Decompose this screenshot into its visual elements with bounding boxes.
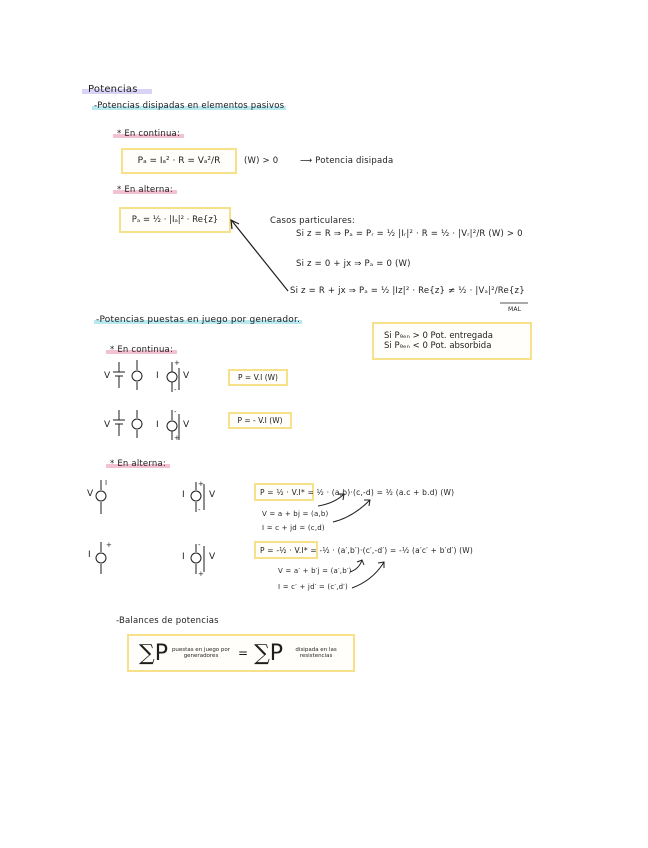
unit-note: (W) > 0 [244, 156, 279, 166]
plus-dc1: + [174, 359, 180, 367]
ac-formula-positive: P = ½ · V.I* = ½ · (a,b)·(c,-d) = ½ (a.c + b.d) (W) [260, 488, 455, 497]
plus-ac1: + [198, 480, 204, 488]
label-v2-ac2: V [209, 552, 216, 562]
case-impedance: Si z = R + jx ⇒ Pₐ = ½ |Iz|² · Re{z} ≠ ½ · |Vₐ|²/Re{z} [290, 286, 525, 296]
label-i-dc2: I [156, 420, 159, 430]
sigma-right: ∑ [254, 640, 270, 666]
label-v-ac1: V [87, 489, 94, 499]
page-title: Potencias [82, 84, 152, 95]
plus-ac2: + [198, 570, 204, 578]
ac-voltage-phasor-2: V = a′ + b′j = (a′,b′) [278, 567, 352, 575]
label-v2-ac1: V [209, 490, 216, 500]
balance-right-sub: disipada en las resistencias [295, 647, 337, 659]
formula-box-gen-dc-positive: P = V.I (W) [228, 369, 288, 386]
subheading-gen-continuous: * En continua: [106, 345, 177, 355]
ac-formula-negative: P = -½ · V.I* = -½ · (a′,b′)·(c′,-d′) = -½ (a′c′ + b′d′) (W) [260, 546, 474, 555]
label-i-ac2: I [88, 550, 91, 560]
p-right: P [269, 640, 284, 666]
sign-absorbed: Si P₉ₑₙ < 0 Pot. absorbida [384, 341, 492, 351]
formula-box-alternating: Pₐ = ½ · |Iₐ|² · Re{z} [119, 207, 231, 233]
balance-box [127, 634, 355, 672]
label-i2-ac1: I [182, 490, 185, 500]
label-v2-dc1: V [183, 371, 190, 381]
case-resistive: Si z = R ⇒ Pₐ = Pᵣ = ½ |Iᵣ|² · R = ½ · |Vᵣ|²/R (W) > 0 [296, 229, 523, 239]
ac-current-phasor-1: I = c + jd = (c,d) [262, 524, 325, 532]
formula-box-gen-dc-negative: P = - V.I (W) [228, 412, 292, 429]
plus-ac2-src: + [106, 541, 112, 549]
label-v-dc1: V [104, 371, 111, 381]
minus-ac2: - [198, 541, 201, 549]
section-heading-generators: -Potencias puestas en juego por generador. [96, 315, 301, 325]
case-wrong-note: MAL [508, 306, 522, 313]
balance-equals: = [238, 646, 249, 660]
minus-ac1: - [198, 506, 201, 514]
p-left: P [154, 640, 168, 666]
section-heading-balance: -Balances de potencias [116, 616, 219, 626]
minus-dc1: - [174, 386, 177, 394]
plus-dc2: + [174, 434, 180, 442]
label-v-dc2: V [104, 420, 111, 430]
sign-delivered: Si P₉ₑₙ > 0 Pot. entregada [384, 331, 494, 341]
minus-dc2: - [174, 408, 177, 416]
subheading-gen-alternating: * En alterna: [106, 459, 170, 469]
label-i2-ac2: I [182, 552, 185, 562]
cases-title: Casos particulares: [270, 216, 355, 226]
ac-voltage-phasor-1: V = a + bj = (a,b) [262, 510, 329, 518]
ac-current-phasor-2: I = c′ + jd′ = (c′,d′) [278, 583, 348, 591]
subheading-continuous: * En continua: [113, 129, 184, 139]
section-heading-dissipated: -Potencias disipadas en elementos pasivos [94, 101, 285, 111]
balance-left-sub: puestas en juego por generadores [171, 647, 231, 659]
subheading-alternating: * En alterna: [113, 185, 177, 195]
formula-box-continuous: Pₐ = Iₐ² · R = Vₐ²/R [121, 148, 237, 174]
label-v2-dc2: V [183, 420, 190, 430]
case-reactive: Si z = 0 + jx ⇒ Pₐ = 0 (W) [296, 259, 411, 269]
dissipated-note: ⟶ Potencia disipada [300, 156, 394, 166]
sigma-left: ∑ [139, 640, 155, 666]
label-i-dc1: I [156, 371, 159, 381]
sign-convention-box [372, 322, 532, 360]
label-i-ac1: I [105, 479, 108, 487]
